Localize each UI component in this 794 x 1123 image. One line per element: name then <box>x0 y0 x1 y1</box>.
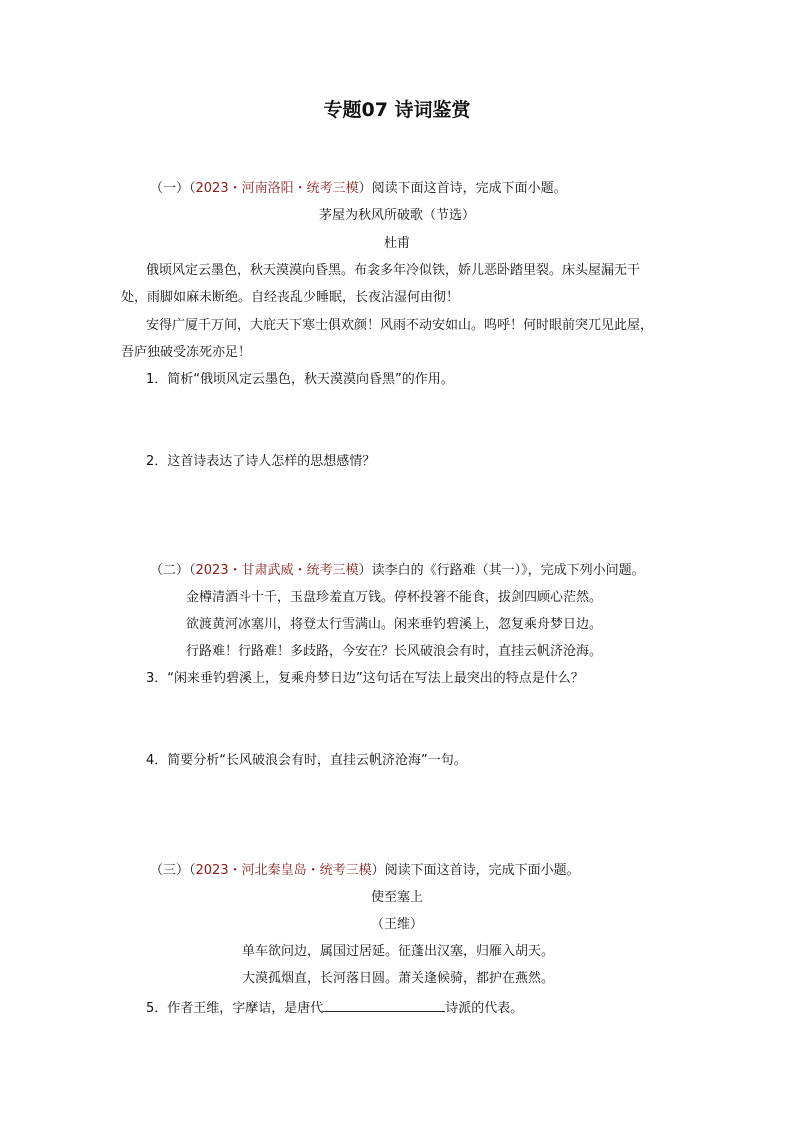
question-3: 3．“闲来垂钓碧溪上，复乘舟梦日边”这句话在写法上最突出的特点是什么？ <box>146 671 584 686</box>
question-2: 2．这首诗表达了诗人怎样的思想感情？ <box>146 454 376 469</box>
poem-author: （王维） <box>370 917 423 932</box>
section-heading <box>150 562 645 580</box>
section-heading <box>150 862 580 880</box>
source-label: 2023・河北秦皇岛・统考三模 <box>195 863 372 878</box>
poem-line: 行路难！行路难！多歧路，今安在？长风破浪会有时，直挂云帆济沧海。 <box>186 644 603 659</box>
source-label: 2023・甘肃武威・统考三模 <box>195 563 359 578</box>
poem-line: 安得广厦千万间，大庇天下寒士俱欢颜！风雨不动安如山。呜呼！何时眼前突兀见此屋， <box>146 318 654 333</box>
poem-line: 欲渡黄河冰塞川，将登太行雪满山。闲来垂钓碧溪上，忽复乘舟梦日边。 <box>186 617 603 632</box>
poem-title: 使至塞上 <box>370 890 423 905</box>
poem-title: 茅屋为秋风所破歌（节选） <box>318 208 475 223</box>
poem-line: 大漠孤烟直，长河落日圆。萧关逢候骑，都护在燕然。 <box>242 971 555 986</box>
heading-close: ）读李白的《行路难（其一）》，完成下列小问题。 <box>358 563 645 578</box>
source-label: 2023・河南洛阳・统考三模 <box>195 181 359 196</box>
poem-line: 吾庐独破受冻死亦足！ <box>121 345 252 360</box>
heading-open: （一）（ <box>150 181 196 196</box>
page-title: 专题07 诗词鉴赏 <box>323 99 471 121</box>
poem-line: 单车欲问边，属国过居延。征蓬出汉塞，归雁入胡天。 <box>242 944 555 959</box>
heading-close: ）阅读下面这首诗，完成下面小题。 <box>371 863 580 878</box>
heading-close: ）阅读下面这首诗，完成下面小题。 <box>358 181 567 196</box>
question-4: 4．简要分析“长风破浪会有时，直挂云帆济沧海”一句。 <box>146 753 467 768</box>
answer-blank[interactable] <box>323 998 445 1012</box>
heading-open: （二）（ <box>150 563 196 578</box>
section-heading <box>150 180 567 198</box>
poem-line: 俄顷风定云墨色，秋天漠漠向昏黑。布衾多年冷似铁，娇儿恶卧踏里裂。床头屋漏无干 <box>146 263 641 278</box>
poem-line: 处，雨脚如麻未断绝。自经丧乱少睡眠，长夜沾湿何由彻！ <box>121 290 460 305</box>
question-5-text: 5．作者王维，字摩诘，是唐代 <box>146 1001 324 1016</box>
question-1: 1．简析“俄顷风定云墨色，秋天漠漠向昏黑”的作用。 <box>146 372 454 387</box>
heading-open: （三）（ <box>150 863 196 878</box>
poem-line: 金樽清酒斗十千，玉盘珍羞直万钱。停杯投箸不能食，拔剑四顾心茫然。 <box>186 590 603 605</box>
question-5 <box>146 998 523 1018</box>
poem-author: 杜甫 <box>383 236 410 251</box>
question-5-text-end: 诗派的代表。 <box>445 1001 524 1016</box>
